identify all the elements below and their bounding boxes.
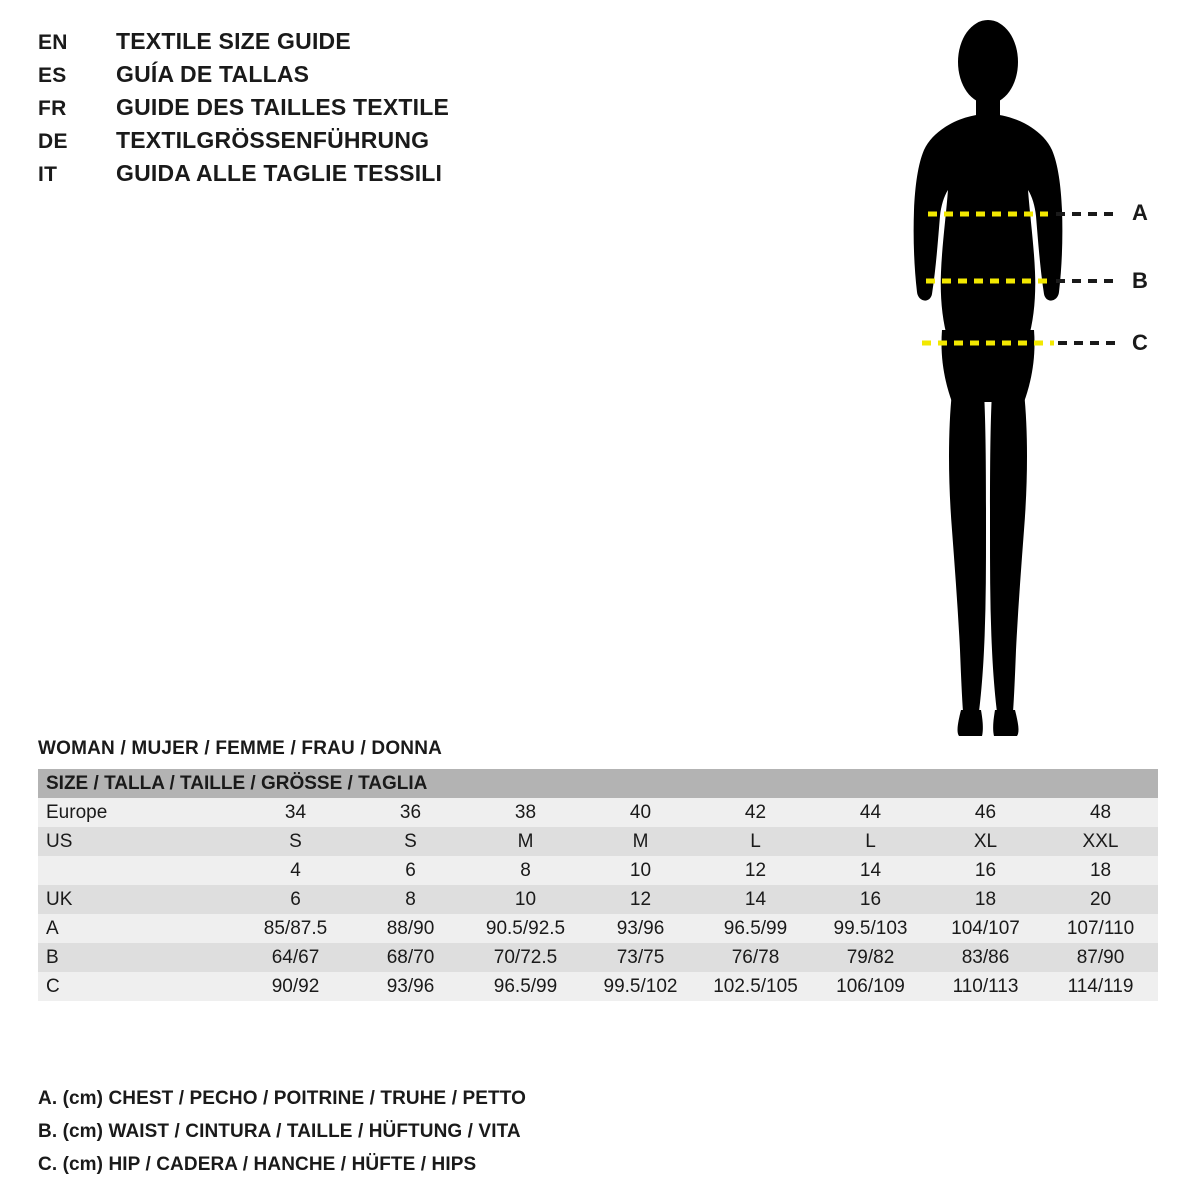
cell-usnum-7: 18 bbox=[1043, 856, 1158, 885]
row-label-europe: Europe bbox=[38, 798, 238, 827]
title-block bbox=[38, 28, 658, 193]
cell-uk-0: 6 bbox=[238, 885, 353, 914]
table-row bbox=[38, 943, 1158, 972]
cell-usnum-3: 10 bbox=[583, 856, 698, 885]
table-row bbox=[38, 798, 1158, 827]
table-row bbox=[38, 827, 1158, 856]
cell-usnum-1: 6 bbox=[353, 856, 468, 885]
cell-a-4: 96.5/99 bbox=[698, 914, 813, 943]
table-row bbox=[38, 972, 1158, 1001]
measure-label-c: C bbox=[1132, 330, 1148, 355]
cell-europe-4: 42 bbox=[698, 798, 813, 827]
cell-us-4: L bbox=[698, 827, 813, 856]
cell-europe-1: 36 bbox=[353, 798, 468, 827]
row-label-a: A bbox=[38, 914, 238, 943]
title-row-it bbox=[38, 160, 658, 190]
cell-uk-7: 20 bbox=[1043, 885, 1158, 914]
table-row bbox=[38, 885, 1158, 914]
measure-label-a: A bbox=[1132, 200, 1148, 225]
cell-a-6: 104/107 bbox=[928, 914, 1043, 943]
cell-usnum-0: 4 bbox=[238, 856, 353, 885]
title-text-en: TEXTILE SIZE GUIDE bbox=[116, 28, 351, 54]
figure-area bbox=[860, 10, 1190, 750]
cell-us-2: M bbox=[468, 827, 583, 856]
cell-c-5: 106/109 bbox=[813, 972, 928, 1001]
row-label-uk: UK bbox=[38, 885, 238, 914]
cell-europe-0: 34 bbox=[238, 798, 353, 827]
row-label-c: C bbox=[38, 972, 238, 1001]
title-lang-fr: FR bbox=[38, 97, 67, 120]
cell-us-7: XXL bbox=[1043, 827, 1158, 856]
title-text-fr: GUIDE DES TAILLES TEXTILE bbox=[116, 94, 449, 120]
body-silhouette-icon bbox=[860, 10, 1190, 750]
cell-c-3: 99.5/102 bbox=[583, 972, 698, 1001]
measure-label-b: B bbox=[1132, 268, 1148, 293]
title-text-de: TEXTILGRÖSSENFÜHRUNG bbox=[116, 127, 430, 153]
cell-europe-6: 46 bbox=[928, 798, 1043, 827]
cell-europe-5: 44 bbox=[813, 798, 928, 827]
cell-c-2: 96.5/99 bbox=[468, 972, 583, 1001]
title-row-en bbox=[38, 28, 658, 58]
cell-uk-5: 16 bbox=[813, 885, 928, 914]
row-label-b: B bbox=[38, 943, 238, 972]
footnote-b: B. (cm) WAIST / CINTURA / TAILLE / HÜFTUNG / VITA bbox=[38, 1121, 521, 1142]
cell-a-7: 107/110 bbox=[1043, 914, 1158, 943]
cell-b-6: 83/86 bbox=[928, 943, 1043, 972]
cell-usnum-5: 14 bbox=[813, 856, 928, 885]
title-lang-es: ES bbox=[38, 64, 67, 87]
cell-europe-7: 48 bbox=[1043, 798, 1158, 827]
cell-b-0: 64/67 bbox=[238, 943, 353, 972]
cell-c-1: 93/96 bbox=[353, 972, 468, 1001]
title-lang-de: DE bbox=[38, 130, 68, 153]
table-row bbox=[38, 914, 1158, 943]
cell-uk-6: 18 bbox=[928, 885, 1043, 914]
cell-us-6: XL bbox=[928, 827, 1043, 856]
cell-uk-3: 12 bbox=[583, 885, 698, 914]
table-header-row bbox=[38, 769, 1158, 798]
row-label-us: US bbox=[38, 827, 238, 856]
cell-europe-2: 38 bbox=[468, 798, 583, 827]
row-label-us-numeric bbox=[38, 856, 238, 885]
footnote-c: C. (cm) HIP / CADERA / HANCHE / HÜFTE / HIPS bbox=[38, 1154, 477, 1175]
cell-usnum-6: 16 bbox=[928, 856, 1043, 885]
table-group-title: WOMAN / MUJER / FEMME / FRAU / DONNA bbox=[38, 738, 443, 759]
title-text-es: GUÍA DE TALLAS bbox=[116, 61, 310, 87]
cell-b-1: 68/70 bbox=[353, 943, 468, 972]
cell-a-0: 85/87.5 bbox=[238, 914, 353, 943]
footnotes bbox=[38, 1088, 938, 1187]
footnote-a: A. (cm) CHEST / PECHO / POITRINE / TRUHE / PETTO bbox=[38, 1088, 526, 1109]
cell-usnum-2: 8 bbox=[468, 856, 583, 885]
cell-c-0: 90/92 bbox=[238, 972, 353, 1001]
cell-b-2: 70/72.5 bbox=[468, 943, 583, 972]
cell-a-2: 90.5/92.5 bbox=[468, 914, 583, 943]
cell-c-4: 102.5/105 bbox=[698, 972, 813, 1001]
title-text-it: GUIDA ALLE TAGLIE TESSILI bbox=[116, 160, 443, 186]
table-header-label: SIZE / TALLA / TAILLE / GRÖSSE / TAGLIA bbox=[38, 769, 1158, 798]
cell-a-5: 99.5/103 bbox=[813, 914, 928, 943]
cell-us-1: S bbox=[353, 827, 468, 856]
cell-us-0: S bbox=[238, 827, 353, 856]
cell-c-7: 114/119 bbox=[1043, 972, 1158, 1001]
cell-uk-1: 8 bbox=[353, 885, 468, 914]
title-lang-en: EN bbox=[38, 31, 68, 54]
cell-usnum-4: 12 bbox=[698, 856, 813, 885]
title-row-fr bbox=[38, 94, 658, 124]
size-table bbox=[38, 769, 1158, 1001]
cell-b-4: 76/78 bbox=[698, 943, 813, 972]
cell-us-3: M bbox=[583, 827, 698, 856]
cell-c-6: 110/113 bbox=[928, 972, 1043, 1001]
cell-b-5: 79/82 bbox=[813, 943, 928, 972]
table-row bbox=[38, 856, 1158, 885]
cell-b-7: 87/90 bbox=[1043, 943, 1158, 972]
cell-uk-4: 14 bbox=[698, 885, 813, 914]
title-row-de bbox=[38, 127, 658, 157]
cell-a-1: 88/90 bbox=[353, 914, 468, 943]
cell-b-3: 73/75 bbox=[583, 943, 698, 972]
cell-uk-2: 10 bbox=[468, 885, 583, 914]
title-lang-it: IT bbox=[38, 163, 58, 186]
size-table-section bbox=[38, 738, 1158, 1001]
cell-europe-3: 40 bbox=[583, 798, 698, 827]
title-row-es bbox=[38, 61, 658, 91]
cell-a-3: 93/96 bbox=[583, 914, 698, 943]
cell-us-5: L bbox=[813, 827, 928, 856]
